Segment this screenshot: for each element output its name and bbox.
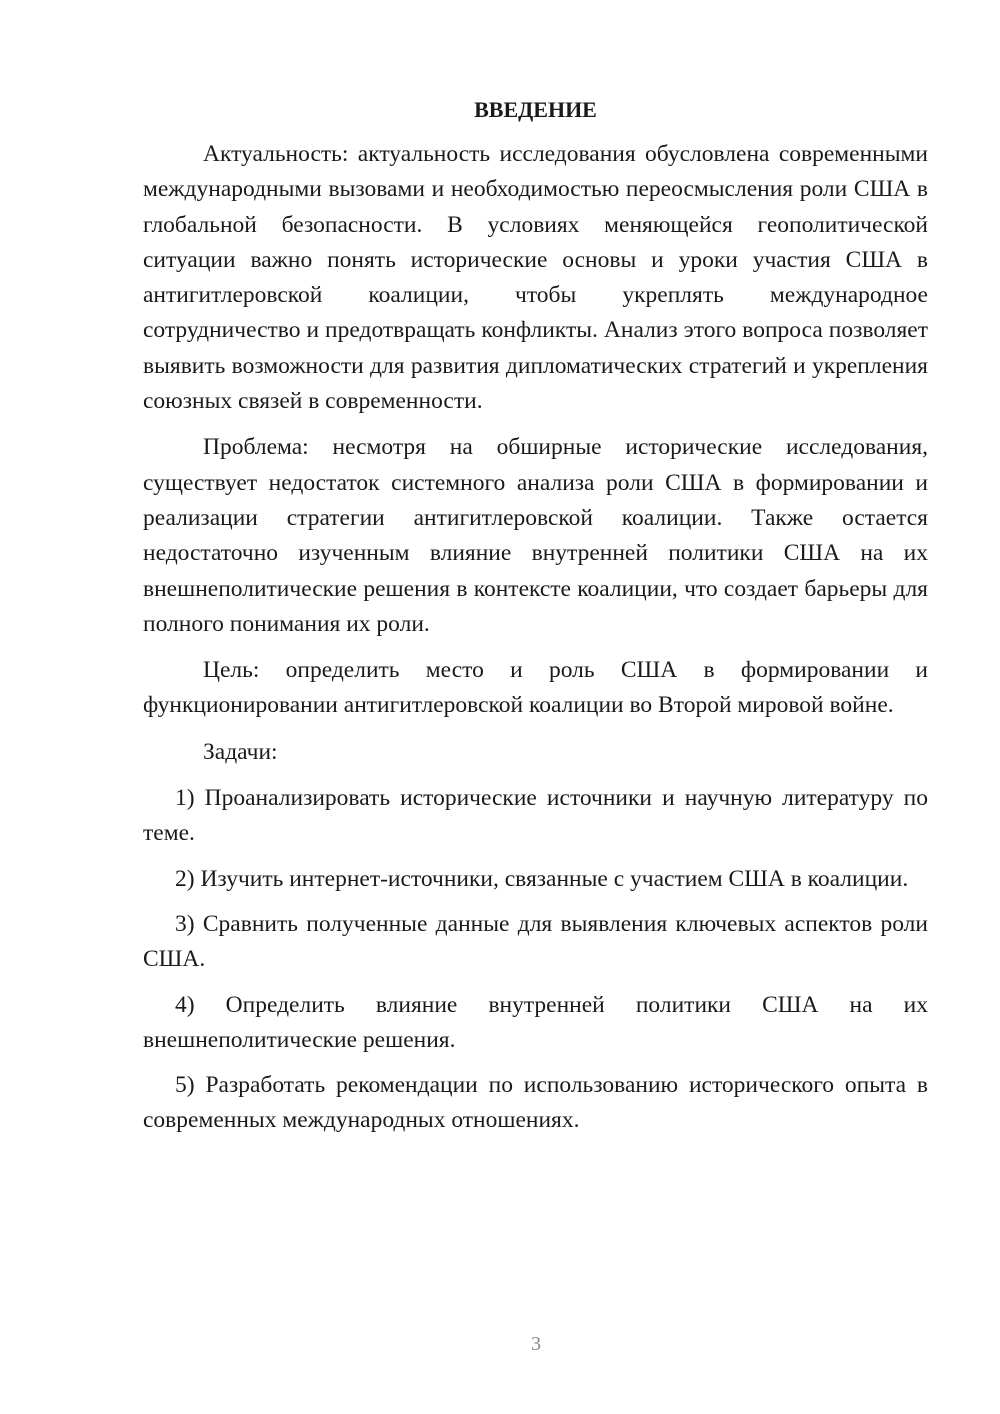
task-item: 4) Определить влияние внутренней политики США на их внешнеполитические решения.	[143, 991, 928, 1053]
document-page	[143, 95, 928, 1149]
task-item: 5) Разработать рекомендации по использованию исторического опыта в современных международных отношениях.	[143, 1072, 928, 1134]
page-number: 3	[531, 1333, 541, 1355]
page-title: ВВЕДЕНИЕ	[474, 97, 597, 122]
tasks-heading: Задачи:	[203, 738, 278, 765]
paragraph-problem: Проблема: несмотря на обширные исторические исследования, существует недостаток системного анализа роли США в формировании и реализации стратегии антигитлеровской коалиции. Также остается недостаточно изученным влияние внутренней политики США на их внешнеполитические решения в контексте коалиции, что создает барьеры для полного понимания их роли.	[143, 434, 928, 637]
paragraph-relevance: Актуальность: актуальность исследования обусловлена современными международными вызовами и необходимостью переосмысления роли США в глобальной безопасности. В условиях меняющейся геополитической ситуации важно понять исторические основы и уроки участия США в антигитлеровской коалиции, чтобы укреплять международное сотрудничество и предотвращать конфликты. Анализ этого вопроса позволяет выявить возможности для развития дипломатических стратегий и укрепления союзных связей в современности.	[143, 141, 928, 415]
task-item: 2) Изучить интернет-источники, связанные с участием США в коалиции.	[175, 865, 909, 892]
paragraph-goal: Цель: определить место и роль США в формировании и функционировании антигитлеровской коалиции во Второй мировой войне.	[143, 657, 928, 719]
task-item: 3) Сравнить полученные данные для выявления ключевых аспектов роли США.	[143, 910, 928, 973]
task-item: 1) Проанализировать исторические источники и научную литературу по теме.	[143, 785, 928, 847]
